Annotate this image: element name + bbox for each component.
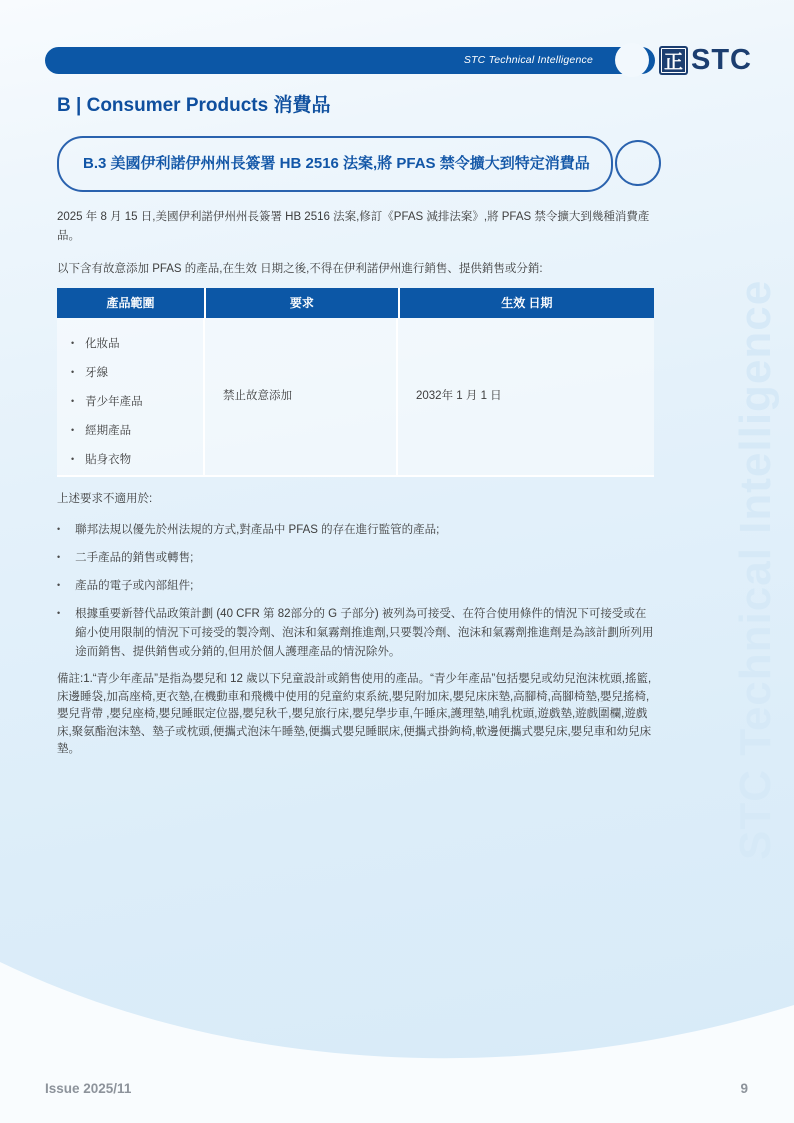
bullet-icon: • <box>71 367 75 377</box>
list-item <box>71 359 203 388</box>
table-header-requirement: 要求 <box>206 288 400 318</box>
cell-product-scope <box>57 318 205 477</box>
stc-logo-icon: 正 <box>659 46 688 75</box>
list-item <box>57 549 654 568</box>
bullet-icon: • <box>71 338 75 348</box>
list-item <box>57 605 654 662</box>
scope-list <box>57 330 203 475</box>
list-item <box>71 330 203 359</box>
requirements-table <box>57 288 654 477</box>
bullet-icon: • <box>57 580 61 590</box>
list-item <box>71 417 203 446</box>
scope-item: 青少年產品 <box>85 396 143 408</box>
bullet-icon: • <box>71 396 75 406</box>
exemption-text: 根據重要新替代品政策計劃 (40 CFR 第 82部分的 G 子部分) 被列為可接受、在符合使用條件的情況下可接受或在縮小使用限制的情況下可接受的製冷劑、泡沫和氣霧劑推進劑,只要製冷劑、泡沫和氣霧劑推進劑是為該計劃所列用途而銷售、提供銷售或分銷的,但用於個人護理產品的情況除外。 <box>75 608 654 658</box>
bullet-icon: • <box>57 552 61 562</box>
header-bar-label: STC Technical Intelligence <box>463 54 593 66</box>
page-number: 9 <box>740 1081 748 1096</box>
article-title: B.3 美國伊利諾伊州州長簽署 HB 2516 法案,將 PFAS 禁令擴大到特定消費品 <box>83 154 590 172</box>
scope-item: 牙線 <box>85 367 109 379</box>
stc-logo-text: STC <box>691 44 752 76</box>
footnote-paragraph: 備註:1.“青少年產品”是指為嬰兒和 12 歲以下兒童設計或銷售使用的產品。“青少年產品”包括嬰兒或幼兒泡沫枕頭,搖籃,床邊睡袋,加高座椅,更衣墊,在機動車和飛機中使用的兒童約束系統,嬰兒附加床,嬰兒床床墊,高腳椅,高腳椅墊,嬰兒搖椅,嬰兒背帶 ,嬰兒座椅,嬰兒睡眠定位器,嬰兒秋千,嬰兒旅行床,嬰兒學步車,午睡床,護理墊,哺乳枕頭,遊戲墊,遊戲圍欄,遊戲床,聚氨酯泡沫墊、墊子或枕頭,便攜式泡沫午睡墊,便攜式嬰兒睡眠床,便攜式掛鉤椅,軟邊便攜式嬰兒床,嬰兒車和幼兒床墊。 <box>57 673 652 755</box>
issue-label: Issue 2025/11 <box>45 1081 132 1096</box>
bullet-icon: • <box>71 425 75 435</box>
header-bar-notch <box>615 43 649 77</box>
table-header-scope: 產品範圍 <box>57 288 206 318</box>
header-bar <box>45 47 655 74</box>
exemption-text: 聯邦法規以優先於州法規的方式,對產品中 PFAS 的存在進行監管的產品; <box>75 524 440 536</box>
watermark-text: STC Technical Intelligence <box>731 279 780 860</box>
article-title-box <box>57 136 613 192</box>
section-heading: B | Consumer Products 消費品 <box>57 95 331 116</box>
scope-item: 化妝品 <box>85 338 120 350</box>
bottom-curve-shape <box>0 950 794 1123</box>
table-header-effective-date: 生效 日期 <box>501 295 553 310</box>
cell-requirement: 禁止故意添加 <box>205 318 398 477</box>
cell-effective-date: 2032年 1 月 1 日 <box>398 318 654 477</box>
list-item <box>57 577 654 596</box>
intro-paragraph: 2025 年 8 月 15 日,美國伊利諾伊州州長簽署 HB 2516 法案,修訂《PFAS 減排法案》,將 PFAS 禁令擴大到幾種消費產品。 <box>57 211 650 242</box>
scope-item: 貼身衣物 <box>85 454 132 466</box>
table-lead-paragraph: 以下含有故意添加 PFAS 的產品,在生效 日期之後,不得在伊利諾伊州進行銷售、提供銷售或分銷: <box>57 263 543 275</box>
bullet-icon: • <box>57 524 61 534</box>
table-row <box>57 318 654 477</box>
decorative-circle <box>615 140 661 186</box>
bullet-icon: • <box>71 454 75 464</box>
scope-item: 經期產品 <box>85 425 132 437</box>
exemption-text: 產品的電子或內部組件; <box>75 580 194 592</box>
list-item <box>71 446 203 475</box>
exemptions-list <box>57 521 654 662</box>
stc-logo <box>659 46 752 75</box>
article-body <box>57 208 654 759</box>
list-item <box>71 388 203 417</box>
exemption-text: 二手產品的銷售或轉售; <box>75 552 194 564</box>
exemptions-lead: 上述要求不適用於: <box>57 493 153 505</box>
bullet-icon: • <box>57 608 61 618</box>
list-item <box>57 521 654 540</box>
table-header-row <box>57 288 654 318</box>
